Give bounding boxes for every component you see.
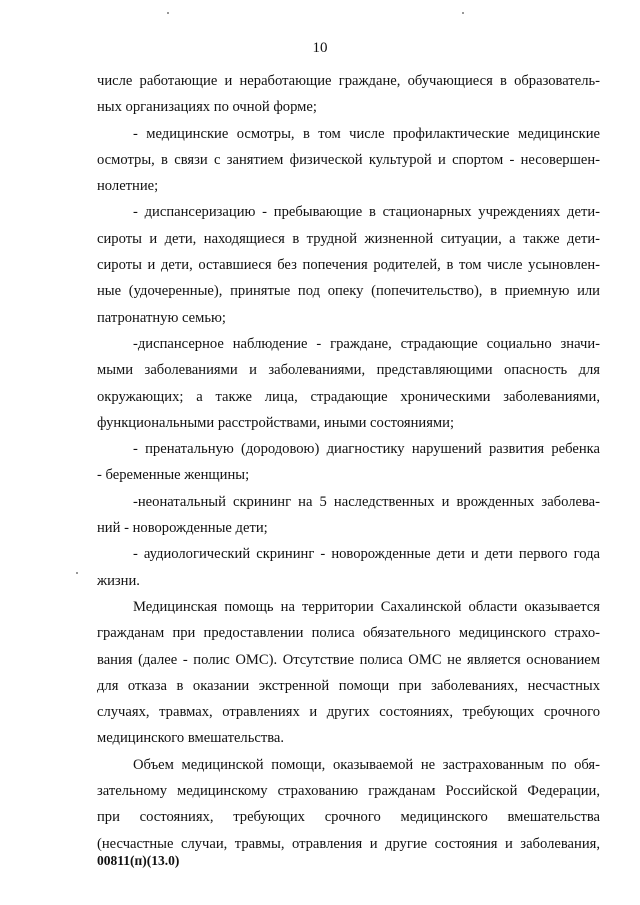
- text-line: -неонатальный скрининг на 5 наследственных и врожденных заболева-: [133, 493, 600, 510]
- text-line: жизни.: [97, 572, 140, 589]
- text-line: мыми заболеваниями и заболеваниями, представляющими опасность для: [97, 362, 600, 379]
- text-line: -диспансерное наблюдение - граждане, страдающие социально значи-: [133, 335, 600, 352]
- text-line: медицинского вмешательства.: [97, 730, 285, 747]
- text-line: ных организациях по очной форме;: [97, 99, 317, 116]
- text-line: (несчастные случаи, травмы, отравления и другие состояния и заболевания,: [97, 835, 600, 852]
- text-line: зательному медицинскому страхованию гражданам Российской Федерации,: [97, 783, 600, 800]
- text-line: - аудиологический скрининг - новорожденные дети и дети первого года: [133, 546, 600, 563]
- text-line: сироты и дети, оставшиеся без попечения родителей, в том числе усыновлен-: [97, 257, 600, 274]
- document-code: 00811(п)(13.0): [97, 853, 180, 868]
- page-number: 10: [312, 40, 328, 56]
- text-line: сироты и дети, находящиеся в трудной жизненной ситуации, а также дети-: [97, 230, 600, 247]
- text-line: осмотры, в связи с занятием физической культурой и спортом - несовершен-: [97, 151, 600, 168]
- text-line: - диспансеризацию - пребывающие в стационарных учреждениях дети-: [133, 204, 600, 221]
- scan-speck: [76, 572, 78, 574]
- text-line: числе работающие и неработающие граждане, обучающиеся в образователь-: [97, 73, 600, 89]
- text-line: ные (удочеренные), принятые под опеку (попечительство), в приемную или: [97, 283, 600, 300]
- text-line: гражданам при предоставлении полиса обязательного медицинского страхо-: [97, 625, 600, 642]
- text-line: - пренатальную (дородовою) диагностику нарушений развития ребенка: [133, 441, 600, 458]
- text-line: случаях, травмах, отравлениях и других состояниях, требующих срочного: [97, 704, 600, 721]
- text-line: ний - новорожденные дети;: [97, 520, 268, 537]
- text-line: патронатную семью;: [97, 309, 226, 326]
- text-line: вания (далее - полис ОМС). Отсутствие полиса ОМС не является основанием: [97, 651, 600, 668]
- text-line: при состояниях, требующих срочного медицинского вмешательства: [97, 809, 600, 826]
- scan-speck: [167, 12, 169, 14]
- document-body: [97, 68, 600, 857]
- text-line: Медицинская помощь на территории Сахалинской области оказывается: [133, 598, 600, 615]
- text-line: - медицинские осмотры, в том числе профилактические медицинские: [133, 125, 600, 142]
- scan-speck: [462, 12, 464, 14]
- text-line: функциональными расстройствами, иными состояниями;: [97, 414, 455, 431]
- text-line: Объем медицинской помощи, оказываемой не застрахованным по обя-: [133, 756, 600, 773]
- text-line: окружающих; а также лица, страдающие хроническими заболеваниями,: [97, 388, 600, 405]
- text-line: нолетние;: [97, 178, 159, 195]
- text-line: - беременные женщины;: [97, 467, 250, 484]
- text-line: для отказа в оказании экстренной помощи при заболеваниях, несчастных: [97, 677, 600, 694]
